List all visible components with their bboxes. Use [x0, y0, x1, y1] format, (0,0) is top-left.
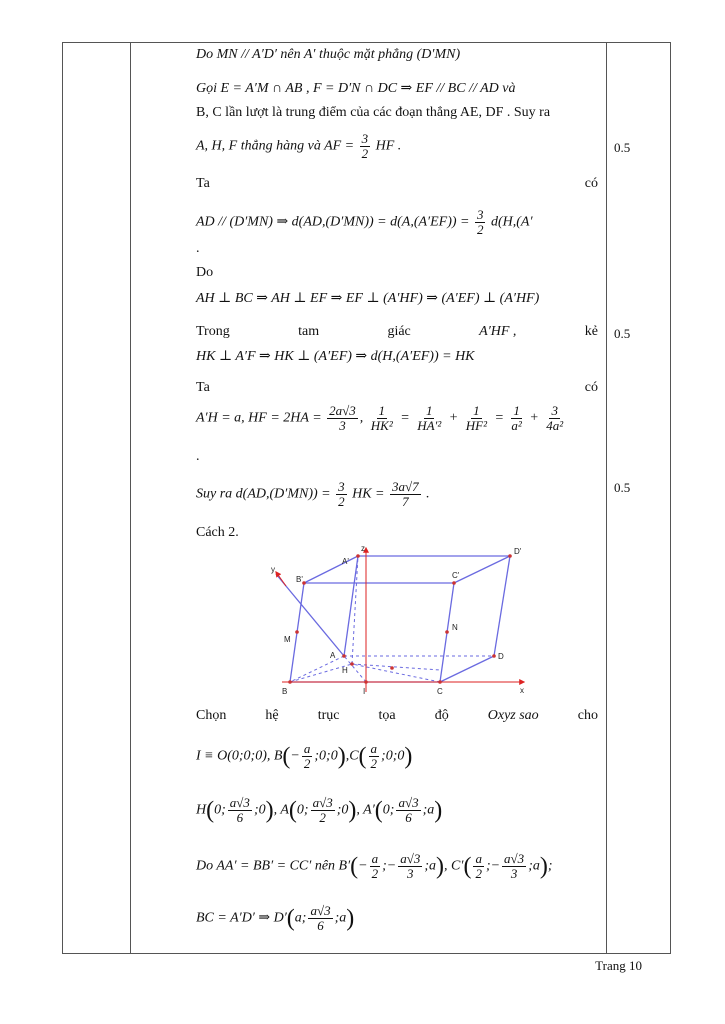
- fraction: $\frac{a√3}{3}$: [504, 851, 525, 881]
- fraction: $\frac{a√3}{6}$: [229, 795, 250, 825]
- fraction: $\frac{a√3}{6}$: [398, 795, 419, 825]
- edge-C1-D1: [454, 556, 510, 583]
- label-I: I: [363, 687, 366, 696]
- fraction: $\frac{1}{\text{HA′²}}$: [417, 403, 442, 433]
- text-line: AD // (D′MN) ⇒ d(AD,(D′MN)) = d(A,(A′EF)) = $\frac{3}{2}$ d(H,(A′: [196, 207, 533, 237]
- fraction: $\frac{1}{\text{HF²}}$: [465, 403, 487, 433]
- label-z: z: [361, 544, 365, 553]
- text-line: I ≡ O(0;0;0), B(− $\frac{a}{2}$ ;0;0),C( $\frac{a}{2}$ ;0;0): [196, 741, 413, 771]
- segment-H-F: [352, 664, 440, 670]
- point-I: [364, 680, 368, 684]
- text-line: HK ⊥ A′F ⇒ HK ⊥ (A′EF) ⇒ d(H,(A′EF)) = HK: [196, 349, 475, 364]
- label-B1: B': [296, 575, 303, 584]
- table-column-divider: [130, 42, 131, 954]
- label-C: C: [437, 687, 443, 696]
- y-axis: [276, 572, 286, 586]
- fraction: $\frac{a}{2}$: [475, 851, 482, 881]
- label-y: y: [271, 565, 275, 574]
- edge-C-D: [440, 656, 494, 682]
- text-line: Gọi E = A′M ∩ AB , F = D′N ∩ DC ⇒ EF // BC // AD và: [196, 81, 516, 96]
- fraction: $\frac{2a√3}{3}$: [329, 403, 356, 433]
- fraction: $\frac{a}{2}$: [371, 851, 379, 881]
- text-line: B, C lần lượt là trung điểm của các đoạn thẳng AE, DF . Suy ra: [196, 105, 551, 120]
- fraction: $\frac{1}{\text{a²}}$: [511, 403, 522, 433]
- label-B: B: [282, 687, 288, 696]
- point-D1: [508, 554, 512, 558]
- fraction: $\frac{a}{2}$: [370, 741, 378, 771]
- fraction: $\frac{3}{2}$: [476, 207, 484, 237]
- table-column-divider: [606, 42, 607, 954]
- point-A: [342, 654, 346, 658]
- point-C1: [452, 581, 456, 585]
- fraction: $\frac{3a√7}{7}$: [392, 479, 419, 509]
- coordinate-figure: [262, 542, 538, 698]
- label-D: D: [498, 652, 504, 661]
- fraction: $\frac{a√3}{3}$: [400, 851, 421, 881]
- text-line: .: [196, 241, 200, 256]
- text-line: Suy ra d(AD,(D′MN)) = $\frac{3}{2}$ HK = $\frac{3a√7}{7}$ .: [196, 479, 430, 509]
- label-x: x: [520, 686, 524, 695]
- point-C: [438, 680, 442, 684]
- text-line: AH ⊥ BC ⇒ AH ⊥ EF ⇒ EF ⊥ (A′HF) ⇒ (A′EF) ⊥ (A′HF): [196, 291, 540, 306]
- text-line: H(0; $\frac{a√3}{6}$ ;0), A(0; $\frac{a√3}{2}$ ;0), A′(0; $\frac{a√3}{6}$ ;a): [196, 795, 443, 825]
- score-value: 0.5: [614, 480, 631, 495]
- score-value: 0.5: [614, 326, 631, 341]
- edge-D-D1: [494, 556, 510, 656]
- text-line: BC = A′D′ ⇒ D′(a; $\frac{a√3}{6}$ ;a): [196, 903, 355, 933]
- point-N: [445, 630, 449, 634]
- text-line: A′H = a, HF = 2HA = $\frac{2a√3}{3}$ , $\frac{1}{\text{HK²}}$ = $\frac{1}{\text{HA′²}}$ + $\frac{1}{\text{HF²}}$ = $\frac{1}{\text{a²}}$ + $\frac{3}{\text{4a²}}$: [196, 403, 564, 433]
- justified-line: Ta có: [196, 380, 598, 395]
- label-C1: C': [452, 571, 460, 580]
- label-D1: D': [514, 547, 522, 556]
- label-M: M: [284, 635, 291, 644]
- section-heading: Cách 2.: [196, 525, 239, 540]
- fraction: $\frac{3}{2}$: [338, 479, 345, 509]
- text-line: A, H, F thẳng hàng và AF = $\frac{3}{2}$ HF .: [196, 131, 402, 161]
- justified-line: Trong tam giác A′HF , kẻ: [196, 324, 598, 339]
- justified-line: Chọn hệ trục tọa độ Oxyz sao cho: [196, 708, 598, 723]
- fraction: $\frac{1}{\text{HK²}}$: [370, 403, 393, 433]
- label-N: N: [452, 623, 458, 632]
- point-M: [295, 630, 299, 634]
- text-line: Do: [196, 265, 214, 280]
- label-H: H: [342, 666, 348, 675]
- label-A1: A': [342, 557, 349, 566]
- fraction: $\frac{3}{\text{4a²}}$: [546, 403, 564, 433]
- text-line: Do MN // A′D′ nên A′ thuộc mặt phẳng (D′MN): [196, 47, 461, 62]
- point-H: [350, 662, 354, 666]
- edge-B1-A1: [304, 556, 358, 583]
- fraction: $\frac{a√3}{6}$: [310, 903, 331, 933]
- point-B: [288, 680, 292, 684]
- point-F: [390, 666, 394, 670]
- text-line: .: [196, 449, 200, 464]
- edge-A-A1: [344, 556, 358, 656]
- edge-A-B: [290, 656, 344, 682]
- page-number: Trang 10: [595, 958, 642, 973]
- fraction: $\frac{a}{2}$: [303, 741, 311, 771]
- label-A: A: [330, 651, 336, 660]
- point-D: [492, 654, 496, 658]
- score-value: 0.5: [614, 140, 631, 155]
- justified-line: Ta có: [196, 176, 598, 191]
- point-A1: [356, 554, 360, 558]
- text-line: Do AA′ = BB′ = CC′ nên B′(− $\frac{a}{2}$ ;− $\frac{a√3}{3}$ ;a), C′( $\frac{a}{2}$ ;− $\frac{a√3}{3}$ ;a);: [196, 851, 553, 881]
- fraction: $\frac{a√3}{2}$: [312, 795, 333, 825]
- fraction: $\frac{3}{2}$: [361, 131, 369, 161]
- segment-H-A1: [352, 556, 358, 664]
